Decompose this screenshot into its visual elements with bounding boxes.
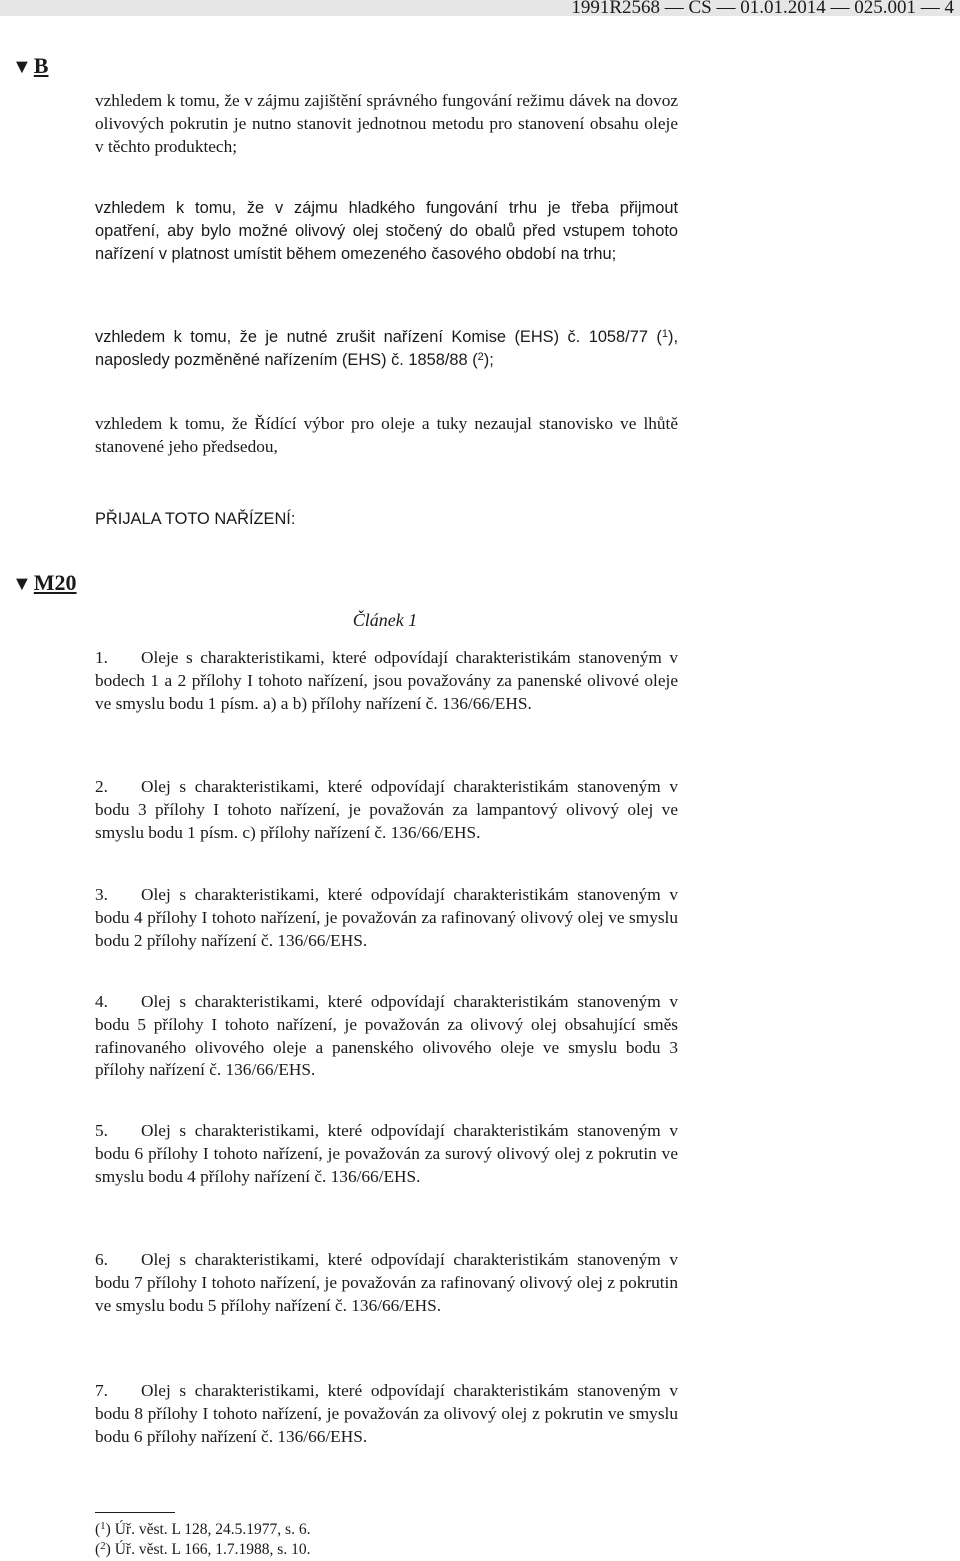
article-paragraph: 7. Olej s charakteristikami, které odpovídají charakteristikám stanoveným v bodu 8 přílohy I tohoto nařízení, je považován za olivový olej z pokrutin ve smyslu bodu 6 přílohy nařízení č. 136/66/EHS. bbox=[95, 1381, 678, 1446]
recital-1: vzhledem k tomu, že v zájmu zajištění správného fungování režimu dávek na dovoz olivových pokrutin je nutno stanovit jednotnou metodu pro stanovení obsahu oleje v těchto produktech; bbox=[95, 91, 678, 156]
footnote-ref-2: 2 bbox=[477, 350, 484, 363]
triangle-down-icon: ▼ bbox=[12, 573, 32, 595]
adoption-formula: PŘIJALA TOTO NAŘÍZENÍ: bbox=[95, 510, 296, 528]
article-paragraph: 1. Oleje s charakteristikami, které odpovídají charakteristikám stanoveným v bodech 1 a 2 přílohy I tohoto nařízení, jsou považovány za panenské olivové oleje ve smyslu bodu 1 písm. a) a b) přílohy nařízení č. 136/66/EHS. bbox=[95, 648, 678, 713]
article-paragraph: 3. Olej s charakteristikami, které odpovídají charakteristikám stanoveným v bodu 4 přílohy I tohoto nařízení, je považován za rafinovaný olivový olej ve smyslu bodu 2 přílohy nařízení č. 136/66/EHS. bbox=[95, 885, 678, 950]
marker-code-b: B bbox=[33, 53, 49, 78]
triangle-down-icon: ▼ bbox=[12, 56, 32, 78]
amendment-marker-b bbox=[12, 54, 48, 79]
footnote: ($^1$) Úř. věst. L 128, 24.5.1977, s. 6. bbox=[95, 1520, 311, 1538]
article-title: Článek 1 bbox=[352, 610, 418, 630]
article-paragraph: 4. Olej s charakteristikami, které odpovídají charakteristikám stanoveným v bodu 5 přílohy I tohoto nařízení, je považován za olivový olej obsahující směs rafinovaného olivového oleje a panenského olivového oleje ve smyslu bodu 3 přílohy nařízení č. 136/66/EHS. bbox=[95, 992, 678, 1080]
amendment-marker-m20 bbox=[12, 571, 77, 596]
article-paragraph: 6. Olej s charakteristikami, které odpovídají charakteristikám stanoveným v bodu 7 přílohy I tohoto nařízení, je považován za rafinovaný olivový olej z pokrutin ve smyslu bodu 5 přílohy nařízení č. 136/66/EHS. bbox=[95, 1250, 678, 1315]
recital-4: vzhledem k tomu, že Řídící výbor pro oleje a tuky nezaujal stanovisko ve lhůtě stanovené jeho předsedou, bbox=[95, 414, 678, 456]
document-header: 1991R2568 — CS — 01.01.2014 — 025.001 — 4 bbox=[571, 0, 954, 18]
recital-2: vzhledem k tomu, že v zájmu hladkého fungování trhu je třeba přijmout opatření, aby bylo možné olivový olej stočený do obalů před vstupem tohoto nařízení v platnost umístit během omezeného časového období na trhu; bbox=[95, 199, 678, 263]
recital-3: vzhledem k tomu, že je nutné zrušit nařízení Komise (EHS) č. 1058/77 ($^1$), naposledy pozměněné nařízením (EHS) č. 1858/88 ($^2$); bbox=[95, 328, 678, 369]
header-bar bbox=[0, 0, 960, 16]
marker-code-m20: M20 bbox=[33, 570, 77, 595]
article-paragraph: 2. Olej s charakteristikami, které odpovídají charakteristikám stanoveným v bodu 3 přílohy I tohoto nařízení, je považován za lampantový olivový olej ve smyslu bodu 1 písm. c) přílohy nařízení č. 136/66/EHS. bbox=[95, 777, 678, 842]
article-paragraph: 5. Olej s charakteristikami, které odpovídají charakteristikám stanoveným v bodu 6 přílohy I tohoto nařízení, je považován za surový olivový olej z pokrutin ve smyslu bodu 4 přílohy nařízení č. 136/66/EHS. bbox=[95, 1121, 678, 1186]
footnote-ref-1: 1 bbox=[661, 328, 668, 340]
footnote-divider bbox=[95, 1512, 175, 1513]
footnote: ($^2$) Úř. věst. L 166, 1.7.1988, s. 10. bbox=[95, 1540, 311, 1558]
